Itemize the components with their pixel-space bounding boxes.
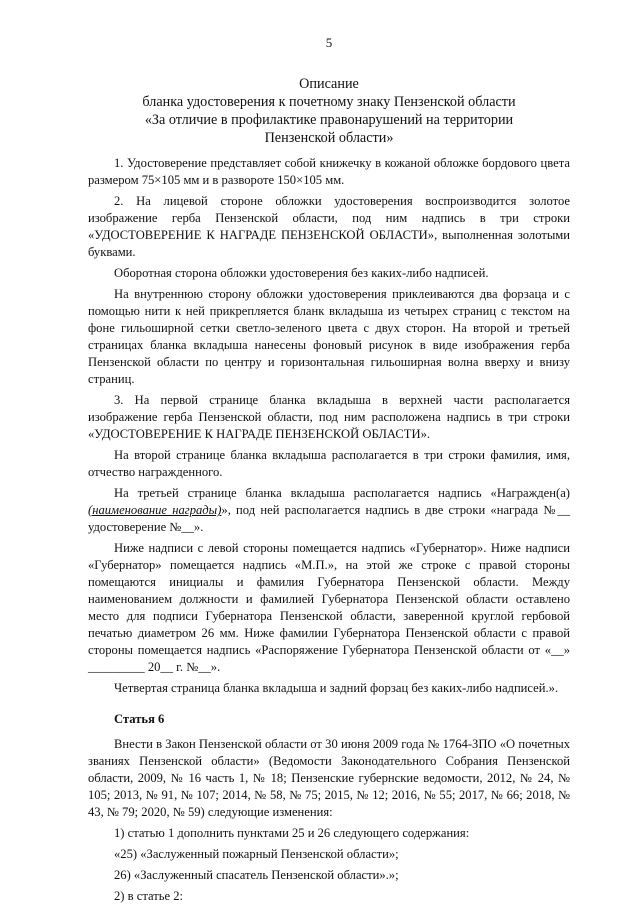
paragraph-2: 2. На лицевой стороне обложки удостоверения воспроизводится золотое изображение герба Пензенской области, под ним надпись в три строки «УДОСТОВЕРЕНИЕ К НАГРАДЕ ПЕНЗЕНСКОЙ ОБЛАСТИ», выполненная золотыми буквами.: [88, 194, 570, 259]
awarded-text-after: », под ней располагается надпись в две строки «награда №__ удостоверение №__».: [88, 503, 571, 534]
title-line-1: Описание: [299, 76, 359, 92]
paragraph-1: 1. Удостоверение представляет собой книжечку в кожаной обложке бордового цвета размером 75×105 мм и в развороте 150×105 мм.: [88, 156, 570, 187]
article-heading: Статья 6: [114, 712, 165, 726]
paragraph-4: На внутреннюю сторону обложки удостоверения приклеиваются два форзаца и с помощью нити к ней прикрепляется бланк вкладыша из четырех страниц с текстом на фоне гильоширной сетки светло-зеленого цвета с двух сторон. На второй и третьей страницах бланка вкладыша нанесены фоновый рисунок в виде изображения герба Пензенской области по центру и горизонтальная гильоширная волна вверху и внизу страниц.: [88, 287, 570, 386]
article-item-3: 26) «Заслуженный спасатель Пензенской области».»;: [114, 868, 399, 882]
awarded-text-before: На третьей странице бланка вкладыша располагается надпись «Награжден(а): [114, 486, 570, 500]
paragraph-3: Оборотная сторона обложки удостоверения без каких-либо надписей.: [114, 266, 489, 280]
title-line-3: «За отличие в профилактике правонарушений на территории: [144, 112, 514, 128]
article-item-2: «25) «Заслуженный пожарный Пензенской области»;: [114, 847, 399, 861]
title-line-2: бланка удостоверения к почетному знаку Пензенской области: [142, 94, 516, 110]
article-item-4: 2) в статье 2:: [114, 889, 184, 903]
paragraph-fourth-page: Четвертая страница бланка вкладыша и задний форзац без каких-либо надписей.».: [114, 681, 559, 695]
page-number: 5: [325, 35, 333, 50]
document-page: [88, 34, 570, 909]
award-name-placeholder: (наименование награды): [88, 503, 222, 517]
paragraph-5: 3. На первой странице бланка вкладыша в верхней части располагается изображение герба Пензенской области, под ним расположена надпись в три строки «УДОСТОВЕРЕНИЕ К НАГРАДЕ ПЕНЗЕНСКОЙ ОБЛАСТИ».: [88, 393, 570, 441]
paragraph-6: На второй странице бланка вкладыша располагается в три строки фамилия, имя, отчество награжденного.: [88, 448, 570, 479]
paragraph-signature: Ниже надписи с левой стороны помещается надпись «Губернатор». Ниже надписи «Губернатор» помещается надпись «М.П.», на этой же строке с правой стороны помещаются инициалы и фамилия Губернатора Пензенской области. Между наименованием должности и фамилией Губернатора Пензенской области оставлено место для подписи Губернатора Пензенской области, заверенной круглой гербовой печатью диаметром 26 мм. Ниже фамилии Губернатора Пензенской области с правой стороны помещается надпись «Распоряжение Губернатора Пензенской области от «__» _________ 20__ г. №__».: [88, 541, 570, 674]
document-title: [88, 75, 570, 147]
title-line-4: Пензенской области»: [264, 130, 394, 146]
article-intro: Внести в Закон Пензенской области от 30 июня 2009 года № 1764-ЗПО «О почетных званиях Пензенской области» (Ведомости Законодательного Собрания Пензенской области, 2009, № 16 часть 1, № 18; Пензенские губернские ведомости, 2012, № 24, № 105; 2013, № 91, № 107; 2014, № 58, № 75; 2015, № 12; 2016, № 55; 2017, № 66; 2018, № 43, № 79; 2020, № 59) следующие изменения:: [88, 737, 570, 819]
paragraph-awarded: [88, 485, 570, 536]
article-item-1: 1) статью 1 дополнить пунктами 25 и 26 следующего содержания:: [114, 826, 470, 840]
